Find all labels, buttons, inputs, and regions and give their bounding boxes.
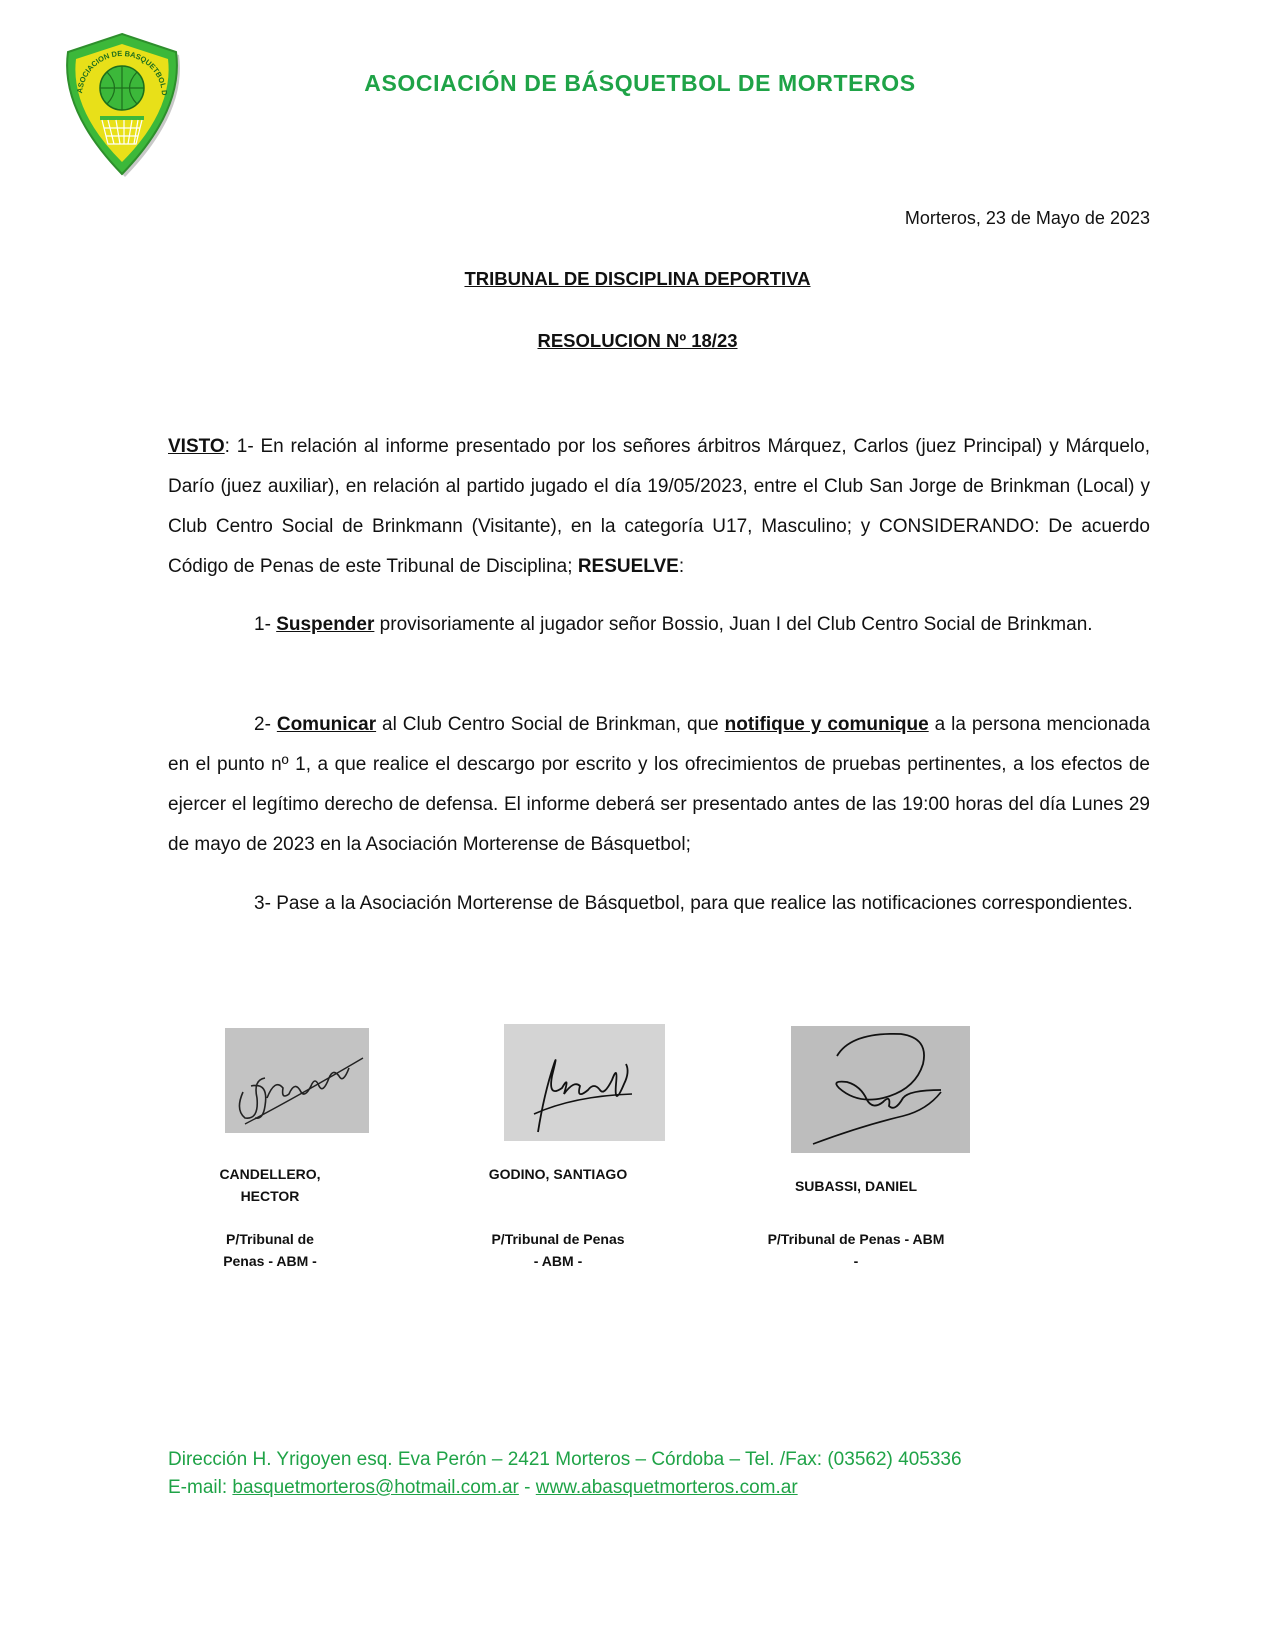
signature-image-subassi [791, 1026, 970, 1153]
visto-paragraph [168, 427, 1150, 587]
item-number: 1- [254, 614, 277, 635]
association-logo [56, 30, 188, 178]
visto-label: VISTO [168, 436, 225, 457]
signatory-name: SUBASSI, DANIEL [794, 1178, 918, 1194]
signatory-role: P/Tribunal de Penas - ABM - [767, 1231, 945, 1269]
item-keyword: Suspender [276, 614, 375, 635]
item-number: 3- [254, 893, 277, 914]
resolution-item-3 [168, 884, 1150, 924]
signatory-name: CANDELLERO, HECTOR [219, 1166, 321, 1204]
visto-text-end: : [678, 556, 685, 577]
footer-contact [168, 1474, 962, 1502]
email-link[interactable]: basquetmorteros@hotmail.com.ar [232, 1477, 519, 1498]
footer-address: Dirección H. Yrigoyen esq. Eva Perón – 2421 Morteros – Córdoba – Tel. /Fax: (03562) 405336 [168, 1449, 962, 1470]
organization-title: ASOCIACIÓN DE BÁSQUETBOL DE MORTEROS [364, 70, 916, 96]
item-text: al Club Centro Social de Brinkman, que [376, 714, 725, 735]
signatory-name: GODINO, SANTIAGO [488, 1166, 628, 1182]
item-keyword-2: notifique y comunique [724, 714, 929, 735]
document-date: Morteros, 23 de Mayo de 2023 [904, 208, 1150, 228]
website-link[interactable]: www.abasquetmorteros.com.ar [535, 1477, 798, 1498]
item-keyword: Comunicar [276, 714, 377, 735]
signatory-role: P/Tribunal de Penas - ABM - [491, 1231, 625, 1269]
svg-text:ASOCIACION DE BASQUETBOL DE MO: ASOCIACION DE BASQUETBOL D [75, 48, 170, 96]
visto-text: : 1- En relación al informe presentado por los señores árbitros Márquez, Carlos (juez Principal) y Márquelo, Darío (juez auxiliar), en relación al partido jugado el día 19/05/2023, entre el Club San Jorge de Brinkman (Local) y Club Centro Social de Brinkmann (Visitante), en la categoría U17, Masculino; y CONSIDERANDO: De acuerdo Código de Penas de este Tribunal de Disciplina; [168, 436, 1150, 577]
signature-image-godino [504, 1024, 665, 1141]
email-label: E-mail: [168, 1477, 233, 1498]
item-text-2: a la persona mencionada en el punto nº 1, a que realice el descargo por escrito y los ofrecimientos de pruebas pertinentes, a los efectos de ejercer el legítimo derecho de defensa. El informe deberá ser presentado antes de las 19:00 horas del día Lunes 29 de mayo de 2023 en la Asociación Morterense de Básquetbol; [168, 714, 1150, 855]
tribunal-heading: TRIBUNAL DE DISCIPLINA DEPORTIVA [464, 268, 811, 289]
footer [168, 1446, 962, 1502]
item-text: Pase a la Asociación Morterense de Básquetbol, para que realice las notificaciones correspondientes. [276, 893, 1133, 914]
resolution-item-2 [168, 705, 1150, 865]
signature-image-candellero [225, 1028, 369, 1133]
signatory-role: P/Tribunal de Penas - ABM - [223, 1231, 317, 1269]
item-number: 2- [254, 714, 277, 735]
resolution-heading: RESOLUCION Nº 18/23 [537, 330, 738, 351]
footer-separator: - [518, 1477, 536, 1498]
resuelve-label: RESUELVE [577, 556, 679, 577]
item-text: provisoriamente al jugador señor Bossio, Juan I del Club Centro Social de Brinkman. [374, 614, 1093, 635]
resolution-item-1 [168, 605, 1150, 645]
